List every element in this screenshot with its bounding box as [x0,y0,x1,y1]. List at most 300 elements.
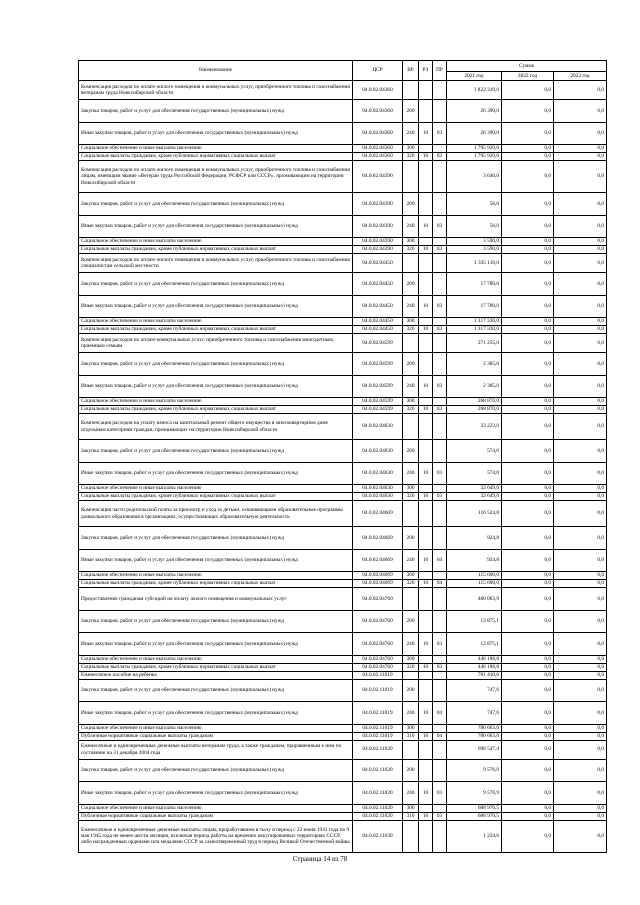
cell-sum-2021: 9 576,9 [447,782,502,805]
cell-sum-2021: 3 590,0 [447,238,502,246]
cell-vr: 200 [403,759,419,782]
cell-name: Компенсация расходов по оплате жилого помещения и коммунальных услуг, приобретенного топлива и газоснабжения ветеранам труда Новосибирской области [79,81,353,100]
cell-sum-2022: 0,0 [502,193,554,216]
cell-rz [419,398,433,406]
cell-csr: 04.0.02.04599 [353,334,403,353]
cell-sum-2021: 446 188,8 [447,655,502,663]
cell-sum-2022: 0,0 [502,663,554,671]
cell-sum-2021: 446 188,8 [447,663,502,671]
table-row [79,153,607,161]
table-row [79,527,607,550]
cell-csr: 04.0.02.04630 [353,414,403,440]
table-row [79,820,607,852]
cell-sum-2023: 0,0 [554,254,607,273]
table-row [79,440,607,463]
cell-vr [403,161,419,193]
cell-sum-2021: 698 547,4 [447,740,502,759]
cell-csr: 04.0.02.04360 [353,100,403,123]
cell-rz [419,414,433,440]
cell-pr [433,273,447,296]
cell-name: Компенсация расходов на уплату взноса на капитальный ремонт общего имущества в многоквартирном доме отдельным категориям граждан, проживающих на территории Новосибирской области [79,414,353,440]
table-row [79,462,607,485]
cell-csr: 04.0.02.04669 [353,527,403,550]
cell-csr: 04.0.02.11020 [353,812,403,820]
table-row [79,414,607,440]
table-row [79,655,607,663]
cell-pr: 04 [433,702,447,725]
cell-vr: 320 [403,326,419,334]
cell-csr: 04.0.02.04669 [353,572,403,580]
cell-csr: 04.0.02.11020 [353,740,403,759]
cell-pr [433,572,447,580]
cell-rz [419,318,433,326]
cell-vr: 300 [403,398,419,406]
cell-pr [433,804,447,812]
cell-sum-2021: 1 234,6 [447,820,502,852]
cell-pr [433,759,447,782]
table-row [79,254,607,273]
cell-csr: 04.0.02.04450 [353,318,403,326]
table-row [79,100,607,123]
cell-pr: 03 [433,375,447,398]
cell-csr: 04.0.02.04630 [353,493,403,501]
cell-vr [403,671,419,679]
cell-csr: 04.0.02.04760 [353,633,403,656]
cell-csr: 04.0.02.04760 [353,588,403,611]
cell-pr: 03 [433,462,447,485]
cell-name: Иные закупки товаров, работ и услуг для обеспечения государственных (муниципальных) нужд [79,702,353,725]
cell-pr: 03 [433,295,447,318]
cell-csr: 04.0.02.04450 [353,254,403,273]
cell-pr [433,145,447,153]
cell-sum-2022: 0,0 [502,572,554,580]
table-row [79,122,607,145]
table-row [79,804,607,812]
cell-sum-2022: 0,0 [502,724,554,732]
table-row [79,334,607,353]
cell-sum-2021: 9 576,9 [447,759,502,782]
cell-sum-2021: 17 780,0 [447,295,502,318]
cell-sum-2023: 0,0 [554,485,607,493]
cell-sum-2021: 460 063,9 [447,588,502,611]
cell-csr: 04.0.02.04450 [353,273,403,296]
cell-sum-2022: 0,0 [502,122,554,145]
budget-table [78,60,607,853]
table-row [79,318,607,326]
cell-name: Социальное обеспечение и иные выплаты населению [79,572,353,580]
cell-name: Иные закупки товаров, работ и услуг для обеспечения государственных (муниципальных) нужд [79,215,353,238]
cell-vr: 320 [403,153,419,161]
cell-vr: 320 [403,406,419,414]
cell-csr: 04.0.02.11019 [353,679,403,702]
cell-rz: 10 [419,406,433,414]
cell-name: Ежемесячные и единовременные денежные выплаты ветеранам труда, а также гражданам, приравненным к ним по состоянию на 31 декабря 2004 года [79,740,353,759]
cell-sum-2023: 0,0 [554,572,607,580]
cell-sum-2022: 0,0 [502,375,554,398]
table-row [79,663,607,671]
cell-sum-2022: 0,0 [502,485,554,493]
cell-sum-2021: 747,6 [447,702,502,725]
cell-csr: 04.0.02.04360 [353,81,403,100]
cell-name: Закупка товаров, работ и услуг для обеспечения государственных (муниципальных) нужд [79,440,353,463]
cell-pr [433,820,447,852]
cell-sum-2022: 0,0 [502,414,554,440]
cell-vr: 200 [403,193,419,216]
cell-sum-2023: 0,0 [554,161,607,193]
cell-pr [433,81,447,100]
cell-vr: 240 [403,549,419,572]
budget-table-page [78,60,606,853]
table-row [79,398,607,406]
table-row [79,501,607,527]
cell-csr: 04.0.02.04390 [353,193,403,216]
cell-sum-2023: 0,0 [554,246,607,254]
cell-vr [403,334,419,353]
cell-vr: 300 [403,238,419,246]
cell-sum-2023: 0,0 [554,145,607,153]
cell-sum-2023: 0,0 [554,740,607,759]
cell-rz: 10 [419,246,433,254]
table-row [79,759,607,782]
cell-rz [419,501,433,527]
table-row [79,493,607,501]
page-number: Страница 14 из 78 [292,855,348,863]
cell-csr: 04.0.02.04360 [353,145,403,153]
cell-name: Закупка товаров, работ и услуг для обеспечения государственных (муниципальных) нужд [79,273,353,296]
cell-csr: 04.0.02.04390 [353,246,403,254]
table-row [79,724,607,732]
cell-pr: 04 [433,732,447,740]
cell-sum-2023: 0,0 [554,812,607,820]
cell-csr: 04.0.02.04390 [353,215,403,238]
cell-name: Предоставление гражданам субсидий на оплату жилого помещения и коммунальных услуг [79,588,353,611]
cell-sum-2021: 574,0 [447,440,502,463]
table-row [79,353,607,376]
cell-rz [419,254,433,273]
cell-sum-2022: 0,0 [502,353,554,376]
cell-vr: 300 [403,804,419,812]
cell-name: Компенсация расходов по оплате коммунальных услуг, приобретенного топлива и газоснабжения многодетным, приемным семьям [79,334,353,353]
cell-csr: 04.0.02.04630 [353,462,403,485]
cell-rz: 10 [419,326,433,334]
cell-sum-2022: 0,0 [502,501,554,527]
cell-rz: 10 [419,702,433,725]
cell-sum-2021: 3 590,0 [447,246,502,254]
cell-name: Социальное обеспечение и иные выплаты населению [79,724,353,732]
cell-sum-2023: 0,0 [554,414,607,440]
cell-vr [403,254,419,273]
cell-sum-2023: 0,0 [554,724,607,732]
table-body [79,81,607,853]
cell-vr [403,501,419,527]
cell-sum-2021: 1 795 920,0 [447,153,502,161]
cell-sum-2021: 780 663,0 [447,732,502,740]
cell-rz [419,820,433,852]
cell-rz [419,740,433,759]
cell-sum-2023: 0,0 [554,655,607,663]
cell-pr: 03 [433,406,447,414]
cell-name: Закупка товаров, работ и услуг для обеспечения государственных (муниципальных) нужд [79,679,353,702]
cell-sum-2022: 0,0 [502,580,554,588]
cell-sum-2021: 1 317 330,0 [447,326,502,334]
cell-rz: 10 [419,295,433,318]
cell-sum-2022: 0,0 [502,161,554,193]
cell-vr: 320 [403,580,419,588]
cell-csr: 04.0.02.11019 [353,702,403,725]
cell-sum-2023: 0,0 [554,440,607,463]
cell-name: Закупка товаров, работ и услуг для обеспечения государственных (муниципальных) нужд [79,759,353,782]
header-year-2023: 2023 год [554,72,607,81]
cell-pr [433,671,447,679]
cell-rz: 10 [419,122,433,145]
cell-sum-2021: 26 390,0 [447,122,502,145]
cell-sum-2022: 0,0 [502,145,554,153]
cell-vr: 300 [403,724,419,732]
cell-rz [419,81,433,100]
cell-name: Иные закупки товаров, работ и услуг для обеспечения государственных (муниципальных) нужд [79,633,353,656]
cell-sum-2022: 0,0 [502,812,554,820]
cell-sum-2023: 0,0 [554,671,607,679]
cell-sum-2022: 0,0 [502,804,554,812]
cell-rz [419,353,433,376]
table-row [79,326,607,334]
cell-vr: 240 [403,633,419,656]
cell-sum-2021: 32 649,0 [447,493,502,501]
cell-csr: 04.0.02.11019 [353,724,403,732]
cell-sum-2022: 0,0 [502,679,554,702]
cell-sum-2021: 26 390,0 [447,100,502,123]
cell-rz: 10 [419,633,433,656]
cell-pr [433,740,447,759]
cell-csr: 04.0.02.04599 [353,398,403,406]
cell-sum-2022: 0,0 [502,655,554,663]
cell-csr: 04.0.02.04390 [353,161,403,193]
cell-sum-2021: 115 600,0 [447,572,502,580]
cell-sum-2021: 13 875,1 [447,610,502,633]
cell-sum-2022: 0,0 [502,549,554,572]
cell-sum-2023: 0,0 [554,580,607,588]
cell-sum-2022: 0,0 [502,334,554,353]
cell-name: Компенсация расходов по оплате жилого помещения и коммунальных услуг, приобретенного топлива и газоснабжения лицам, имеющим звание «Ветеран труда Российской Федерации, РСФСР или СССР», проживающим на территории Новосибирской области [79,161,353,193]
cell-csr: 04.0.02.04360 [353,153,403,161]
cell-sum-2023: 0,0 [554,804,607,812]
cell-name: Закупка товаров, работ и услуг для обеспечения государственных (муниципальных) нужд [79,527,353,550]
cell-sum-2023: 0,0 [554,100,607,123]
table-row [79,238,607,246]
cell-sum-2023: 0,0 [554,679,607,702]
table-row [79,740,607,759]
cell-rz: 10 [419,782,433,805]
cell-sum-2022: 0,0 [502,100,554,123]
cell-vr: 320 [403,246,419,254]
cell-csr: 04.0.02.04390 [353,238,403,246]
header-rz: РЗ [419,61,433,81]
cell-rz [419,655,433,663]
cell-vr: 240 [403,782,419,805]
cell-rz: 10 [419,812,433,820]
cell-sum-2021: 271 255,0 [447,334,502,353]
cell-rz [419,145,433,153]
table-row [79,273,607,296]
cell-csr: 04.0.02.11020 [353,782,403,805]
cell-csr: 04.0.02.11019 [353,732,403,740]
cell-rz [419,485,433,493]
table-row [79,732,607,740]
cell-pr [433,398,447,406]
cell-vr: 200 [403,273,419,296]
cell-vr: 240 [403,295,419,318]
cell-sum-2023: 0,0 [554,215,607,238]
cell-sum-2022: 0,0 [502,702,554,725]
cell-sum-2022: 0,0 [502,215,554,238]
cell-name: Компенсация части родительской платы за присмотр и уход за детьми, осваивающими образовательные программы дошкольного образования в организациях, осуществляющих образовательную деятельность [79,501,353,527]
cell-rz [419,724,433,732]
cell-sum-2022: 0,0 [502,398,554,406]
cell-sum-2022: 0,0 [502,254,554,273]
table-row [79,485,607,493]
cell-name: Социальное обеспечение и иные выплаты населению [79,145,353,153]
cell-sum-2022: 0,0 [502,238,554,246]
cell-pr [433,193,447,216]
cell-name: Социальные выплаты гражданам, кроме публичных нормативных социальных выплат [79,493,353,501]
cell-sum-2021: 924,8 [447,549,502,572]
cell-sum-2022: 0,0 [502,820,554,852]
cell-name: Ежемесячные и единовременные денежные выплаты лицам, проработавшим в тылу в период с 22 июня 1941 года по 9 мая 1945 года не менее шести месяцев, исключая период работы на временно оккупированных территориях СССР, либо награжденным орденами или медалями СССР за самоотверженный труд в период Великой Отечественной войны [79,820,353,852]
cell-pr [433,334,447,353]
cell-name: Иные закупки товаров, работ и услуг для обеспечения государственных (муниципальных) нужд [79,122,353,145]
table-row [79,588,607,611]
cell-sum-2023: 0,0 [554,334,607,353]
cell-sum-2023: 0,0 [554,122,607,145]
table-row [79,549,607,572]
cell-csr: 04.0.02.11030 [353,820,403,852]
cell-rz [419,671,433,679]
table-row [79,375,607,398]
table-row [79,246,607,254]
cell-sum-2023: 0,0 [554,610,607,633]
cell-sum-2022: 0,0 [502,633,554,656]
cell-csr: 04.0.02.04599 [353,406,403,414]
cell-sum-2023: 0,0 [554,153,607,161]
cell-rz [419,572,433,580]
cell-name: Социальные выплаты гражданам, кроме публичных нормативных социальных выплат [79,663,353,671]
cell-sum-2022: 0,0 [502,493,554,501]
table-row [79,295,607,318]
cell-rz: 10 [419,732,433,740]
cell-rz [419,527,433,550]
cell-csr: 04.0.02.04599 [353,375,403,398]
cell-rz: 10 [419,549,433,572]
cell-pr: 03 [433,663,447,671]
cell-name: Социальное обеспечение и иные выплаты населению [79,804,353,812]
cell-sum-2022: 0,0 [502,610,554,633]
cell-sum-2021: 747,6 [447,679,502,702]
cell-pr [433,724,447,732]
cell-sum-2023: 0,0 [554,549,607,572]
cell-pr [433,610,447,633]
cell-vr: 240 [403,375,419,398]
cell-pr: 03 [433,246,447,254]
header-csr: ЦСР [353,61,403,81]
cell-sum-2023: 0,0 [554,398,607,406]
cell-sum-2023: 0,0 [554,527,607,550]
cell-pr: 03 [433,782,447,805]
cell-csr: 04.0.02.11019 [353,671,403,679]
cell-sum-2021: 574,0 [447,462,502,485]
cell-rz [419,161,433,193]
cell-sum-2021: 56,0 [447,193,502,216]
cell-vr: 200 [403,527,419,550]
cell-sum-2022: 0,0 [502,295,554,318]
cell-sum-2022: 0,0 [502,759,554,782]
table-row [79,812,607,820]
table-header [79,61,607,81]
cell-pr: 03 [433,122,447,145]
cell-pr [433,318,447,326]
cell-name: Закупка товаров, работ и услуг для обеспечения государственных (муниципальных) нужд [79,610,353,633]
cell-sum-2023: 0,0 [554,406,607,414]
cell-sum-2021: 268 870,0 [447,406,502,414]
cell-sum-2023: 0,0 [554,501,607,527]
header-year-2021: 2021 год [447,72,502,81]
cell-sum-2022: 0,0 [502,740,554,759]
cell-rz [419,759,433,782]
cell-name: Закупка товаров, работ и услуг для обеспечения государственных (муниципальных) нужд [79,193,353,216]
cell-rz [419,100,433,123]
cell-rz: 10 [419,153,433,161]
cell-name: Иные закупки товаров, работ и услуг для обеспечения государственных (муниципальных) нужд [79,549,353,572]
cell-vr [403,588,419,611]
cell-rz [419,193,433,216]
cell-sum-2023: 0,0 [554,702,607,725]
cell-sum-2021: 2 385,0 [447,375,502,398]
cell-name: Социальное обеспечение и иные выплаты населению [79,655,353,663]
table-row [79,81,607,100]
cell-vr: 300 [403,145,419,153]
cell-pr [433,161,447,193]
cell-vr: 240 [403,122,419,145]
cell-pr [433,588,447,611]
cell-sum-2021: 17 780,0 [447,273,502,296]
cell-csr: 04.0.02.04599 [353,353,403,376]
cell-pr: 04 [433,549,447,572]
cell-rz [419,610,433,633]
cell-pr [433,440,447,463]
cell-sum-2022: 0,0 [502,81,554,100]
cell-pr [433,254,447,273]
cell-sum-2022: 0,0 [502,462,554,485]
cell-vr: 300 [403,318,419,326]
cell-vr: 240 [403,462,419,485]
cell-csr: 04.0.02.04630 [353,440,403,463]
cell-sum-2023: 0,0 [554,81,607,100]
cell-pr: 03 [433,153,447,161]
cell-sum-2021: 1 795 920,0 [447,145,502,153]
cell-sum-2023: 0,0 [554,326,607,334]
cell-csr: 04.0.02.11020 [353,759,403,782]
header-name: Наименование [79,61,353,81]
cell-sum-2022: 0,0 [502,588,554,611]
cell-name: Иные закупки товаров, работ и услуг для обеспечения государственных (муниципальных) нужд [79,462,353,485]
cell-csr: 04.0.02.04669 [353,580,403,588]
cell-sum-2021: 1 335 110,0 [447,254,502,273]
cell-pr: 04 [433,580,447,588]
cell-rz [419,804,433,812]
cell-sum-2023: 0,0 [554,273,607,296]
cell-name: Закупка товаров, работ и услуг для обеспечения государственных (муниципальных) нужд [79,353,353,376]
cell-csr: 04.0.02.11020 [353,804,403,812]
cell-sum-2022: 0,0 [502,732,554,740]
